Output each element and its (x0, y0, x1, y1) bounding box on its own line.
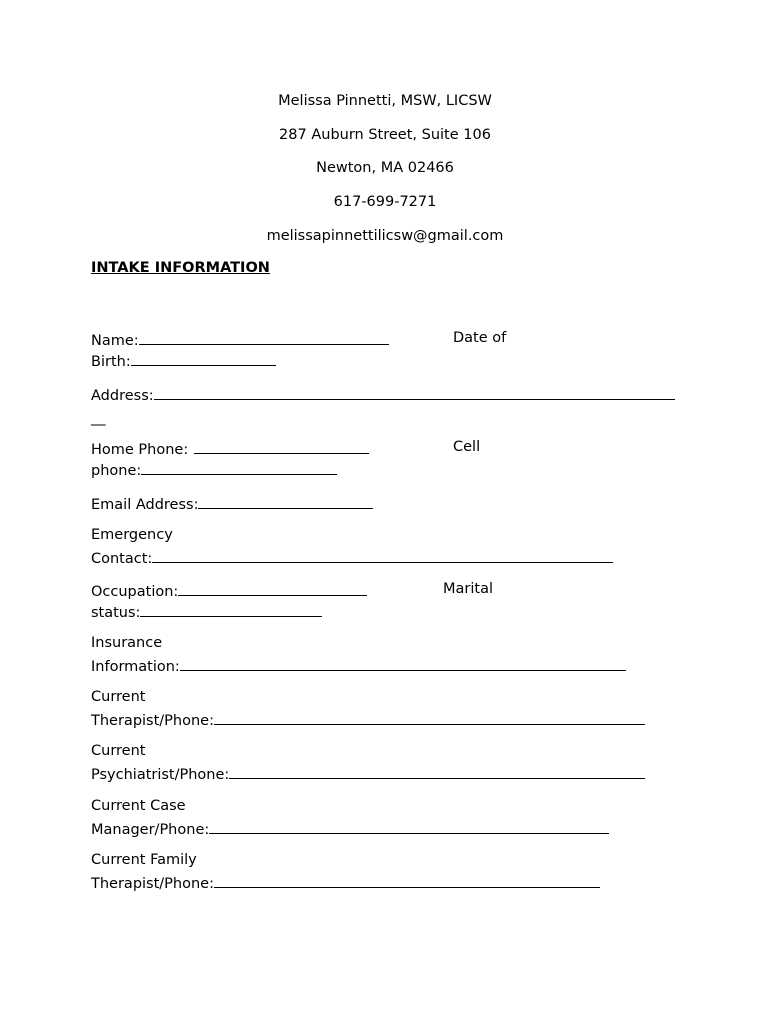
case-manager-line[interactable] (209, 817, 609, 834)
home-phone-line[interactable] (194, 437, 369, 454)
dob-line[interactable] (131, 349, 276, 366)
therapist-label-line1: Current (91, 689, 146, 705)
cell-label-line1: Cell (453, 439, 481, 455)
emergency-contact-line[interactable] (152, 546, 613, 563)
family-therapist-field (91, 871, 600, 894)
family-therapist-line[interactable] (214, 871, 600, 888)
home-phone-field (91, 437, 369, 460)
therapist-line[interactable] (214, 708, 645, 725)
emergency-contact-label: Contact: (91, 551, 153, 567)
dob-field (91, 349, 276, 372)
practitioner-city: Newton, MA 02466 (316, 160, 454, 176)
occupation-label: Occupation: (91, 584, 179, 600)
insurance-label: Information: (91, 659, 180, 675)
occupation-line[interactable] (178, 579, 367, 596)
name-line[interactable] (139, 328, 389, 345)
insurance-label-line1: Insurance (91, 635, 163, 651)
home-phone-label: Home Phone: (91, 442, 189, 458)
therapist-label: Therapist/Phone: (91, 713, 214, 729)
dob-label: Birth: (91, 354, 131, 370)
case-manager-label: Manager/Phone: (91, 822, 210, 838)
psychiatrist-label: Psychiatrist/Phone: (91, 767, 230, 783)
dob-label-line1: Date of (453, 330, 507, 346)
name-label: Name: (91, 333, 139, 349)
family-therapist-label-line1: Current Family (91, 852, 197, 868)
practitioner-street: 287 Auburn Street, Suite 106 (279, 127, 491, 143)
psychiatrist-label-line1: Current (91, 743, 146, 759)
name-field (91, 328, 389, 351)
cell-phone-line[interactable] (141, 458, 337, 475)
address-field (91, 383, 675, 406)
cell-phone-label: phone: (91, 463, 142, 479)
insurance-field (91, 654, 626, 677)
email-line[interactable] (198, 492, 373, 509)
address-line-wrap: __ (91, 410, 106, 426)
psychiatrist-field (91, 762, 645, 785)
case-manager-label-line1: Current Case (91, 798, 186, 814)
cell-phone-field (91, 458, 337, 481)
case-manager-field (91, 817, 609, 840)
marital-status-label: status: (91, 605, 141, 621)
occupation-field (91, 579, 367, 602)
marital-status-line[interactable] (140, 600, 322, 617)
address-line[interactable] (154, 383, 675, 400)
psychiatrist-line[interactable] (229, 762, 645, 779)
emergency-contact-field (91, 546, 613, 569)
insurance-line[interactable] (180, 654, 626, 671)
practitioner-phone: 617-699-7271 (333, 194, 437, 210)
address-label: Address: (91, 388, 154, 404)
emergency-label-line1: Emergency (91, 527, 173, 543)
practitioner-name: Melissa Pinnetti, MSW, LICSW (278, 93, 492, 109)
intake-heading: INTAKE INFORMATION (91, 260, 270, 276)
family-therapist-label: Therapist/Phone: (91, 876, 214, 892)
email-label: Email Address: (91, 497, 199, 513)
marital-label-line1: Marital (443, 581, 493, 597)
practitioner-email: melissapinnettilicsw@gmail.com (266, 228, 504, 244)
therapist-field (91, 708, 645, 731)
marital-status-field (91, 600, 322, 623)
email-field (91, 492, 373, 515)
